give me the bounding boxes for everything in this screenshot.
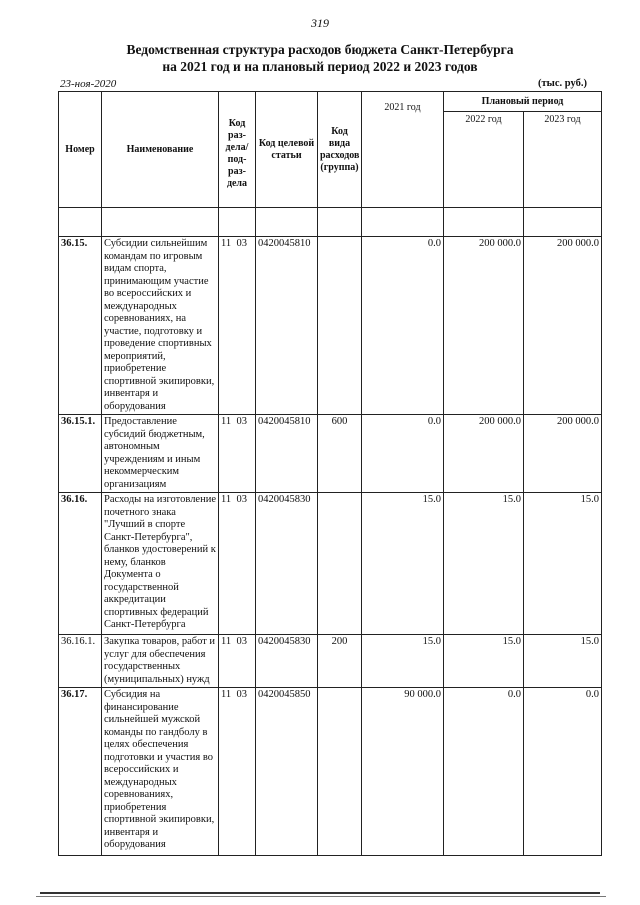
- header-section: Код раз- дела/ под- раз- дела: [219, 92, 256, 208]
- table-row: [59, 635, 602, 688]
- row-section-code: 11: [221, 416, 232, 427]
- title-line-2: на 2021 год и на плановый период 2022 и 2023 годов: [162, 59, 478, 74]
- row-subsection-code: 03: [236, 416, 247, 427]
- row-section: [219, 237, 256, 415]
- budget-table: [58, 91, 602, 856]
- row-number: 36.16.1.: [59, 635, 102, 688]
- row-2023: 200 000.0: [524, 237, 602, 415]
- scan-edge-line-secondary: [36, 896, 606, 897]
- row-2023: 200 000.0: [524, 415, 602, 493]
- table-body: [59, 237, 602, 856]
- row-2023: 15.0: [524, 635, 602, 688]
- row-target-code: 0420045810: [256, 415, 318, 493]
- header-number: Номер: [59, 92, 102, 208]
- table-row: [59, 688, 602, 856]
- row-2022: 200 000.0: [444, 415, 524, 493]
- table-row: [59, 415, 602, 493]
- row-name: Субсидия на финансирование сильнейшей мужской команды по гандболу в целях обеспечения подготовки и участия во всероссийских и международных соревнованиях, приобретения спортивной экипировки, инвентаря и оборудования: [102, 688, 219, 856]
- document-title: [0, 41, 640, 75]
- document-date: 23-ноя-2020: [60, 78, 117, 90]
- page-number: 319: [311, 16, 329, 30]
- row-target-code: 0420045830: [256, 635, 318, 688]
- row-kind-code: 600: [318, 415, 362, 493]
- row-section-code: 11: [221, 494, 232, 505]
- row-section-code: 11: [221, 238, 232, 249]
- row-number: 36.16.: [59, 493, 102, 635]
- row-number: 36.17.: [59, 688, 102, 856]
- row-subsection-code: 03: [236, 636, 247, 647]
- row-target-code: 0420045830: [256, 493, 318, 635]
- row-name: Расходы на изготовление почетного знака "Лучший в спорте Санкт-Петербурга", бланков удостоверений к нему, бланков Документа о государственной аккредитации спортивных федераций Санкт-Петербурга: [102, 493, 219, 635]
- row-2023: 15.0: [524, 493, 602, 635]
- table-row: [59, 237, 602, 415]
- header-2021: 2021 год: [362, 92, 444, 208]
- header-kind: Код вида расходов (группа): [318, 92, 362, 208]
- row-2022: 200 000.0: [444, 237, 524, 415]
- table-header: [59, 92, 602, 237]
- row-subsection-code: 03: [236, 689, 247, 700]
- row-section: [219, 415, 256, 493]
- row-kind-code: [318, 688, 362, 856]
- row-kind-code: [318, 493, 362, 635]
- row-2021: 15.0: [362, 493, 444, 635]
- row-section: [219, 493, 256, 635]
- row-2021: 15.0: [362, 635, 444, 688]
- row-2023: 0.0: [524, 688, 602, 856]
- row-name: Предоставление субсидий бюджетным, автономным учреждениям и иным некоммерческим организациям: [102, 415, 219, 493]
- header-2023: 2023 год: [524, 112, 602, 208]
- row-section: [219, 635, 256, 688]
- row-2022: 0.0: [444, 688, 524, 856]
- row-kind-code: [318, 237, 362, 415]
- row-number: 36.15.: [59, 237, 102, 415]
- row-2022: 15.0: [444, 493, 524, 635]
- row-2021: 0.0: [362, 415, 444, 493]
- row-target-code: 0420045850: [256, 688, 318, 856]
- row-2021: 90 000.0: [362, 688, 444, 856]
- table-row: [59, 493, 602, 635]
- row-subsection-code: 03: [236, 238, 247, 249]
- row-subsection-code: 03: [236, 494, 247, 505]
- header-target: Код целевой статьи: [256, 92, 318, 208]
- scan-edge-line: [40, 892, 600, 894]
- row-kind-code: 200: [318, 635, 362, 688]
- row-section: [219, 688, 256, 856]
- row-section-code: 11: [221, 636, 232, 647]
- units-label: (тыс. руб.): [538, 78, 587, 89]
- row-number: 36.15.1.: [59, 415, 102, 493]
- row-target-code: 0420045810: [256, 237, 318, 415]
- row-name: Субсидии сильнейшим командам по игровым видам спорта, принимающим участие во всероссийских и международных соревнованиях, на участие, подготовку и проведение спортивных мероприятий, приобретение спортивной экипировки, инвентаря и оборудования: [102, 237, 219, 415]
- header-plan-period: Плановый период: [444, 92, 602, 112]
- header-2022: 2022 год: [444, 112, 524, 208]
- row-name: Закупка товаров, работ и услуг для обеспечения государственных (муниципальных) нужд: [102, 635, 219, 688]
- title-line-1: Ведомственная структура расходов бюджета Санкт-Петербурга: [126, 42, 514, 57]
- row-2021: 0.0: [362, 237, 444, 415]
- header-name: Наименование: [102, 92, 219, 208]
- row-2022: 15.0: [444, 635, 524, 688]
- row-section-code: 11: [221, 689, 232, 700]
